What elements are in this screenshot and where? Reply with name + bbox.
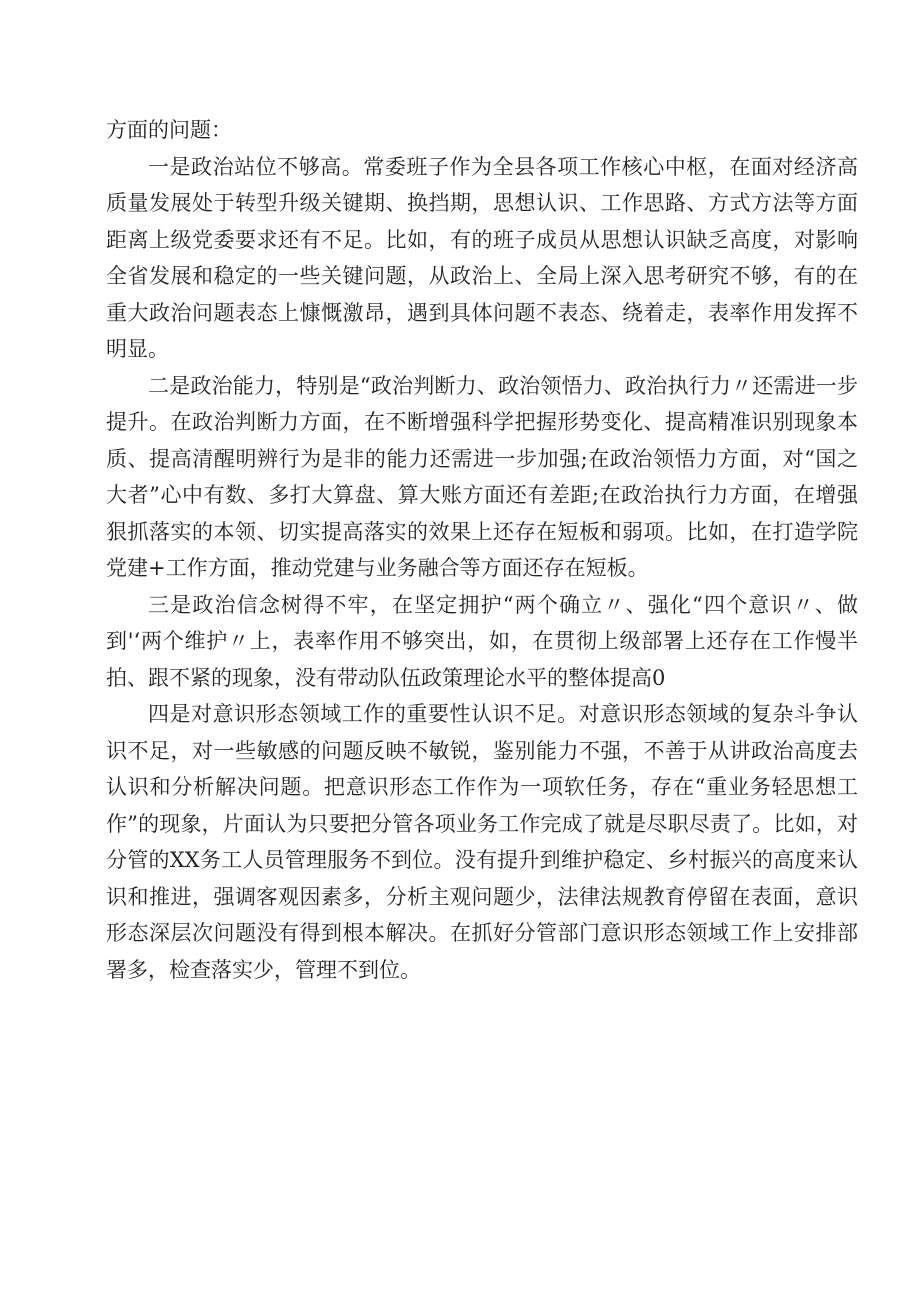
paragraph-point-one: 一是政治站位不够高。常委班子作为全县各项工作核心中枢，在面对经济高质量发展处于转型升级关键期、换挡期，思想认识、工作思路、方式方法等方面距离上级党委要求还有不足。比如，有的班子成员从思想认识缺乏高度，对影响全省发展和稳定的一些关键问题，从政治上、全局上深入思考研究不够，有的在重大政治问题表态上慷慨激昂，遇到具体问题不表态、绕着走，表率作用发挥不明显。	[106, 154, 858, 361]
paragraph-point-two: 二是政治能力，特别是“政治判断力、政治领悟力、政治执行力〃还需进一步提升。在政治判断力方面，在不断增强科学把握形势变化、提高精准识别现象本质、提高清醒明辨行为是非的能力还需进一步加强;在政治领悟力方面，对“国之大者”心中有数、多打大算盘、算大账方面还有差距;在政治执行力方面，在增强狠抓落实的本领、切实提高落实的效果上还存在短板和弱项。比如，在打造学院党建+工作方面，推动党建与业务融合等方面还存在短板。	[106, 373, 858, 580]
paragraph-point-four: 四是对意识形态领域工作的重要性认识不足。对意识形态领域的复杂斗争认识不足，对一些敏感的问题反映不敏锐，鉴别能力不强，不善于从讲政治高度去认识和分析解决问题。把意识形态工作作为一项软任务，存在“重业务轻思想工作”的现象，片面认为只要把分管各项业务工作完成了就是尽职尽责了。比如，对分管的XX务工人员管理服务不到位。没有提升到维护稳定、乡村振兴的高度来认识和推进，强调客观因素多，分析主观问题少，法律法规教育停留在表面，意识形态深层次问题没有得到根本解决。在抓好分管部门意识形态领域工作上安排部署多，检查落实少，管理不到位。	[106, 702, 858, 982]
paragraph-point-three: 三是政治信念树得不牢，在坚定拥护“两个确立〃、强化“四个意识〃、做到'‘两个维护〃上，表率作用不够突出，如，在贯彻上级部署上还存在工作慢半拍、跟不紧的现象，没有带动队伍政策理论水平的整体提高0	[106, 592, 858, 690]
document-body	[106, 112, 858, 988]
paragraph-intro: 方面的问题：	[106, 118, 232, 142]
